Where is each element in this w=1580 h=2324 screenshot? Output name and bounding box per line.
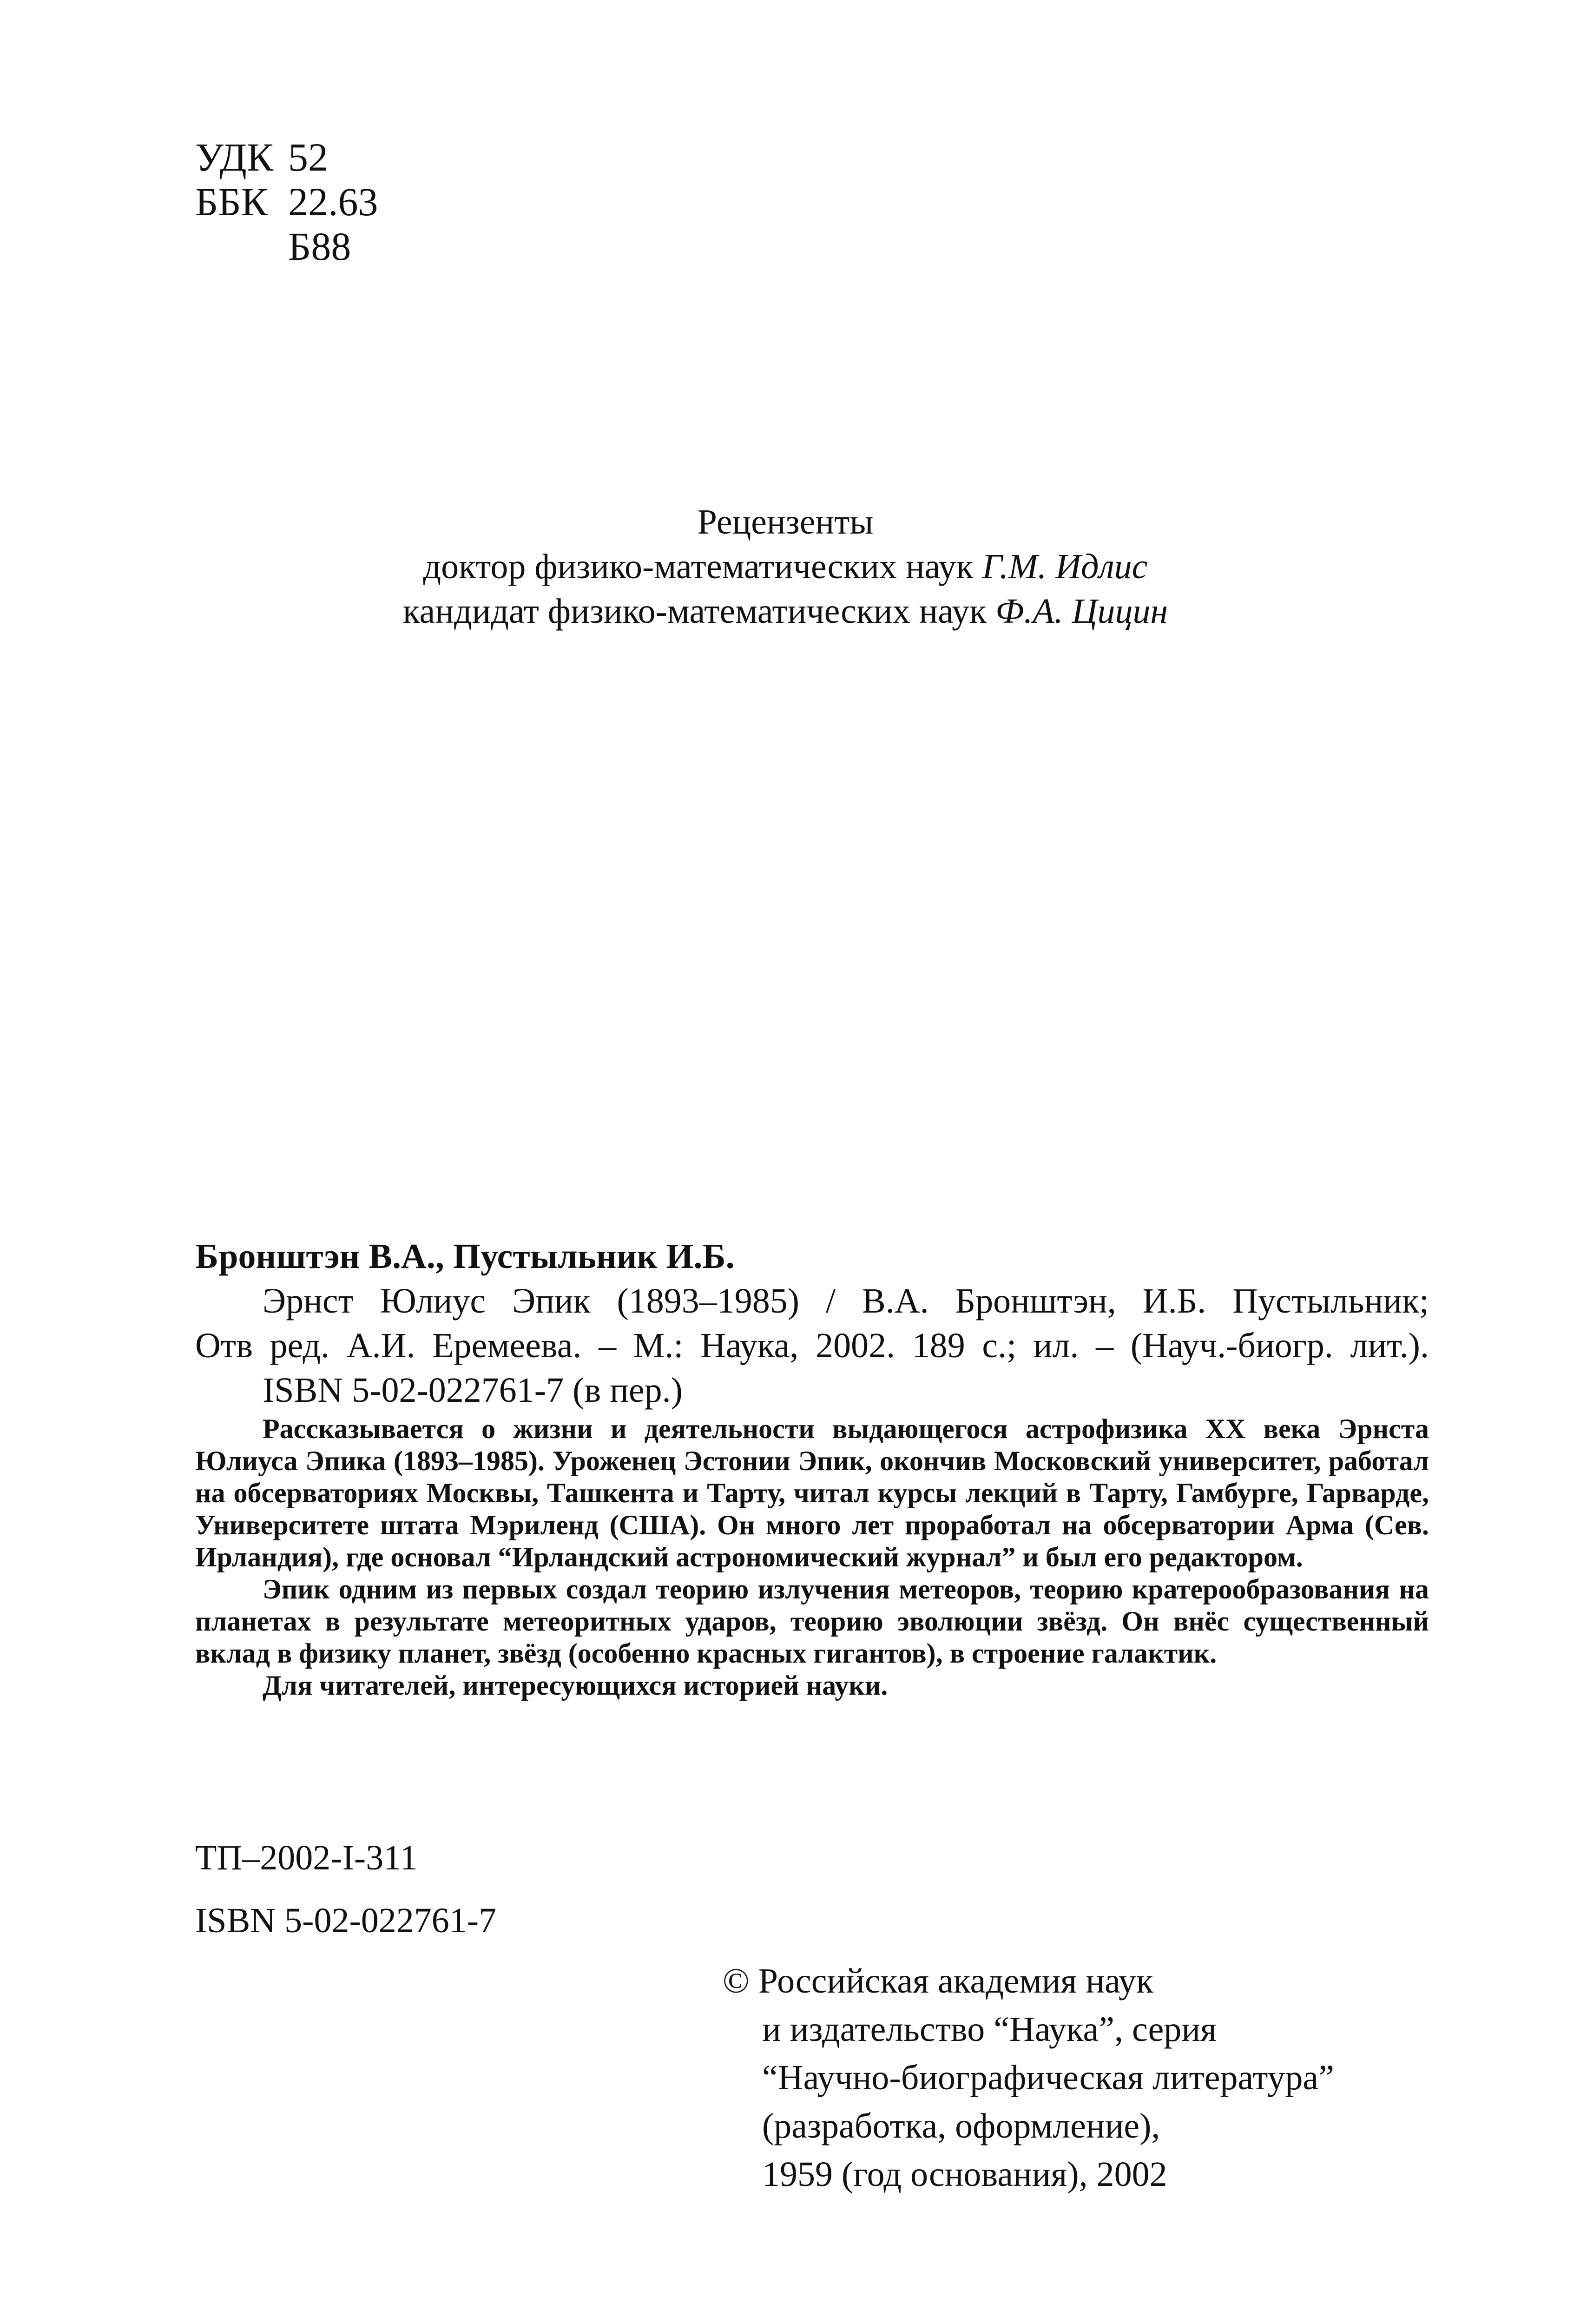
tp-code: ТП–2002-I-311 [195,1838,418,1877]
isbn-code: ISBN 5-02-022761-7 [195,1901,497,1940]
book-title-line: Эрнст Юлиус Эпик (1893–1985) / В.А. Бронштэн, И.Б. Пустыльник; [263,1281,1429,1320]
udk-label: УДК [195,135,274,179]
reviewer-1-degree: доктор физико-математических наук [423,547,982,586]
annotation [195,1413,1429,1702]
reviewer-2-degree: кандидат физико-математических наук [402,592,996,631]
reviewer-2-name: Ф.А. Цицин [995,592,1168,631]
udk-value: 52 [288,135,328,179]
reviewers-heading: Рецензенты [697,502,874,541]
isbn-binding-line: ISBN 5-02-022761-7 (в пер.) [263,1371,683,1410]
copyright-line-3: “Научно-биографическая литература” [762,2058,1334,2097]
copyright-block [723,1957,1334,2199]
bbk-label: ББК [195,179,268,224]
bibliographic-record [195,1234,1429,1413]
copyright-line-5: 1959 (год основания), 2002 [762,2155,1167,2194]
reviewer-2 [158,589,1413,634]
bbk-row [195,179,378,224]
annotation-paragraph-3: Для читателей, интересующихся историей науки. [263,1670,888,1701]
reviewer-1-name: Г.М. Идлис [982,547,1148,586]
codes-block [195,1827,496,1952]
annotation-paragraph-2: Эпик одним из первых создал теорию излучения метеоров, теорию кратерообразования на планетах в результате метеоритных ударов, теорию эволюции звёзд. Он внёс существенный вклад в физику планет, звёзд (особенно красных гигантов), в строение галактик. [195,1574,1429,1669]
book-authors: Бронштэн В.А., Пустыльник И.Б. [195,1237,735,1276]
bbk-value: 22.63 [288,179,378,224]
copyright-line-4: (разработка, оформление), [762,2106,1160,2146]
annotation-paragraph-1: Рассказывается о жизни и деятельности выдающегося астрофизика XX века Эрнста Юлиуса Эпика (1893–1985). Уроженец Эстонии Эпик, окончив Московский университет, работал на обсерваториях Москвы, Ташкента и Тарту, читал курсы лекций в Тарту, Гамбурге, Гарварде, Университете штата Мэриленд (США). Он много лет проработал на обсерватории Арма (Сев. Ирландия), где основал “Ирландский астрономический журнал” и был его редактором. [195,1413,1429,1572]
classification-block [195,135,378,269]
udk-row [195,135,378,179]
copyright-line-2: и издательство “Наука”, серия [762,2010,1217,2049]
reviewer-1 [158,544,1413,589]
reviewers-block [0,500,1580,634]
author-mark: Б88 [288,224,351,269]
publication-line: Отв ред. А.И. Еремеева. – М.: Наука, 2002. 189 с.; ил. – (Науч.-биогр. лит.). [195,1326,1429,1365]
copyright-line-1: © Российская академия наук [723,1961,1153,2000]
